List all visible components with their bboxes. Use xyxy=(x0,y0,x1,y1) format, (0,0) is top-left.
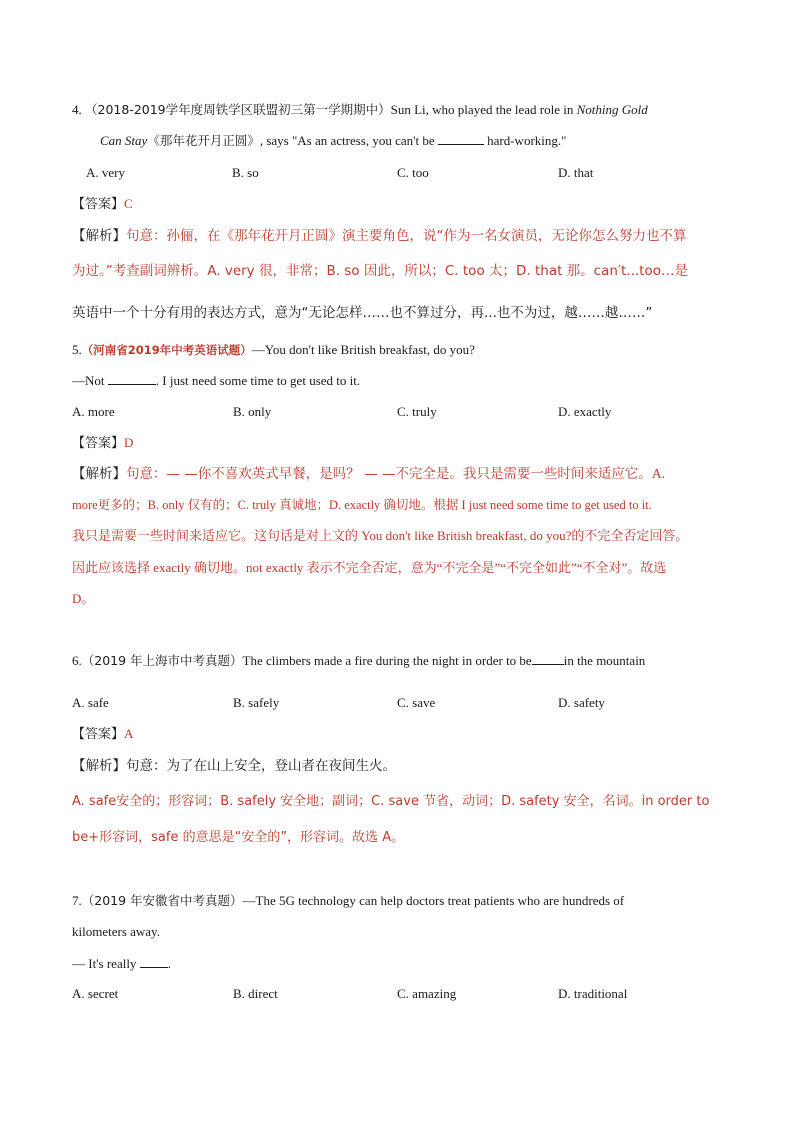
q4-film-cn: 《那年花开月正圆》 xyxy=(147,133,260,148)
q4-option-d: D. that xyxy=(558,165,594,180)
q5-stem-line-1 xyxy=(72,341,475,359)
q6-analysis-line-3 xyxy=(72,829,404,847)
q4-option-b: B. so xyxy=(232,165,259,180)
q4-analysis-1: 句意：孙俪，在《那年花开月正圆》演主要角色，说“作为一名女演员，无论你怎么努力也不算 xyxy=(126,228,687,244)
q4-answer-value: C xyxy=(124,196,133,211)
q5-analysis-line-5 xyxy=(72,590,94,608)
q6-blank xyxy=(532,653,564,665)
q7-blank xyxy=(140,956,168,968)
q6-analysis-line-2 xyxy=(72,793,709,811)
q5-number: 5. xyxy=(72,342,82,357)
q5-option-a: A. more xyxy=(72,404,115,419)
q5-analysis-2: more更多的；B. only 仅有的；C. truly 真诚地；D. exactly 确切地。根据 I just need some time to get used to it. xyxy=(72,498,652,512)
q6-option-a: A. safe xyxy=(72,695,109,710)
q5-analysis-label: 【解析】 xyxy=(72,466,126,482)
q6-source: （2019 年上海市中考真题） xyxy=(81,653,243,668)
q4-film-en-1: Nothing Gold xyxy=(576,102,648,117)
q6-analysis-2: A. safe安全的；形容词；B. safely 安全地；副词；C. save 节省，动词；D. safety 安全，名词。in order to xyxy=(72,794,710,809)
q4-number: 4. xyxy=(72,102,82,117)
q7-stem-line-3 xyxy=(72,955,171,973)
q4-analysis-line-3 xyxy=(72,304,652,322)
q5-blank xyxy=(108,373,156,385)
q7-stem-1: —The 5G technology can help doctors treat patients who are hundreds of xyxy=(242,893,625,908)
q4-blank xyxy=(438,133,484,145)
q4-analysis-3: 英语中一个十分有用的表达方式，意为“无论怎样……也不算过分，再...也不为过，越……越……” xyxy=(72,305,653,321)
q6-analysis-3: be+形容词，safe 的意思是“安全的”，形容词。故选 A。 xyxy=(72,830,405,845)
q5-analysis-line-4 xyxy=(72,559,666,577)
q7-option-c: C. amazing xyxy=(397,986,457,1001)
q5-answer-value: D xyxy=(124,435,134,450)
q4-option-c: C. too xyxy=(397,165,429,180)
q5-answer xyxy=(72,434,133,453)
q6-number: 6. xyxy=(72,653,82,668)
q4-source: （2018-2019学年度周铁学区联盟初三第一学期期中） xyxy=(85,102,391,117)
q5-analysis-1b: A. xyxy=(651,466,665,481)
q7-stem-line-1 xyxy=(72,892,624,910)
q7-source: （2019 年安徽省中考真题） xyxy=(81,893,243,908)
q6-option-d: D. safety xyxy=(558,695,605,710)
q6-answer xyxy=(72,725,133,744)
q6-option-b: B. safely xyxy=(233,695,280,710)
q5-reply-b: . I just need some time to get used to it. xyxy=(155,373,361,388)
q7-stem-line-2 xyxy=(72,923,160,941)
q4-analysis-label: 【解析】 xyxy=(72,228,126,244)
q6-stem-b: in the mountain xyxy=(563,653,646,668)
q5-answer-label: 【答案】 xyxy=(72,436,125,451)
q4-analysis-line-1 xyxy=(72,227,687,245)
q4-analysis-2a: 为过。”考查副词辨析。 xyxy=(72,263,208,279)
q7-stem-2: kilometers away. xyxy=(72,924,160,939)
q7-reply-a: — It's really xyxy=(72,956,140,971)
q4-stem-b: , says "As an actress, you can't be xyxy=(259,133,438,148)
q4-stem-line-1 xyxy=(72,101,648,119)
q7-number: 7. xyxy=(72,893,82,908)
q4-film-en-2: Can Stay xyxy=(100,133,148,148)
q5-analysis-3: 我只是需要一些时间来适应它。这句话是对上文的 You don't like British breakfast, do you?的不完全否定回答。 xyxy=(72,528,689,543)
q4-analysis-2b: A. very 很，非常；B. so 因此，所以；C. too 太；D. that 那。can′t...too…是 xyxy=(207,263,688,279)
q5-option-c: C. truly xyxy=(397,404,437,419)
q5-analysis-4: 因此应该选择 exactly 确切地。not exactly 表示不完全否定，意为“不完全是”“不完全如此”“不全对”。故选 xyxy=(72,560,667,575)
q6-stem-a: The climbers made a fire during the night in order to be xyxy=(242,653,532,668)
q4-option-a: A. very xyxy=(86,165,125,180)
q4-answer xyxy=(72,195,133,214)
q6-analysis-label: 【解析】 xyxy=(72,758,126,774)
q5-reply-a: —Not xyxy=(72,373,108,388)
q5-option-b: B. only xyxy=(233,404,272,419)
q6-answer-label: 【答案】 xyxy=(72,727,125,742)
q5-stem: —You don't like British breakfast, do you? xyxy=(251,342,475,357)
q5-option-d: D. exactly xyxy=(558,404,612,419)
q6-analysis-line-1 xyxy=(72,757,396,775)
q5-analysis-line-1 xyxy=(72,465,665,483)
q7-option-b: B. direct xyxy=(233,986,278,1001)
q7-option-a: A. secret xyxy=(72,986,119,1001)
q5-analysis-line-3 xyxy=(72,527,688,545)
q6-answer-value: A xyxy=(124,726,134,741)
q4-stem-a: Sun Li, who played the lead role in xyxy=(390,102,577,117)
q7-option-d: D. traditional xyxy=(558,986,628,1001)
q4-stem-line-2 xyxy=(100,132,566,150)
q6-analysis-1: 句意：为了在山上安全，登山者在夜间生火。 xyxy=(126,758,396,774)
q4-answer-label: 【答案】 xyxy=(72,197,125,212)
q7-reply-b: . xyxy=(167,956,171,971)
q5-analysis-line-2 xyxy=(72,496,652,514)
q6-stem-line-1 xyxy=(72,652,645,670)
q4-analysis-line-2 xyxy=(72,262,688,280)
q5-analysis-5: D。 xyxy=(72,591,95,606)
q4-stem-c: hard-working." xyxy=(483,133,567,148)
q5-analysis-1: 句意：— —你不喜欢英式早餐，是吗？ — —不完全是。我只是需要一些时间来适应它。 xyxy=(126,466,652,482)
q6-option-c: C. save xyxy=(397,695,436,710)
q5-source: （河南省2019年中考英语试题） xyxy=(81,343,252,357)
q5-stem-line-2 xyxy=(72,372,360,390)
